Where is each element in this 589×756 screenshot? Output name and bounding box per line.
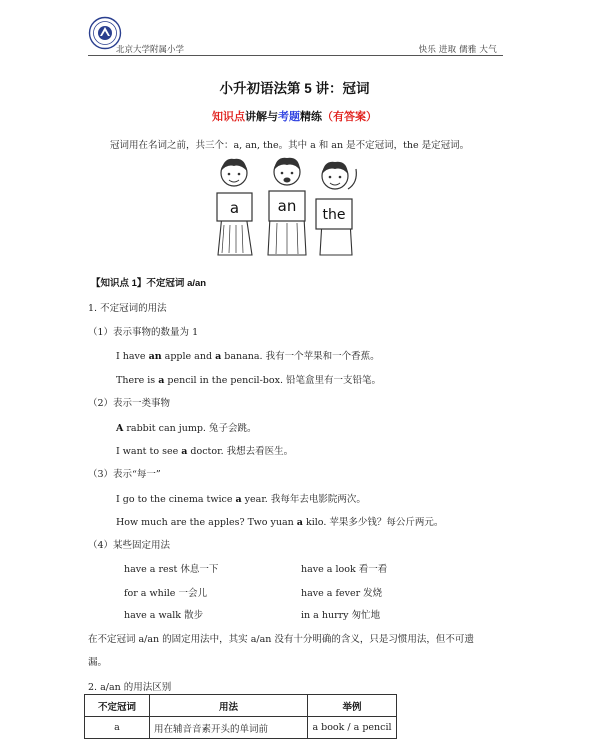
fixed-phrase: in a hurry 匆忙地 — [301, 610, 381, 621]
table-header-row — [85, 695, 397, 717]
knowledge-point-1-heading: 【知识点 1】不定冠词 a/an — [91, 278, 207, 289]
example-text: I want to see — [116, 446, 182, 457]
table-header-cell: 用法 — [150, 695, 308, 717]
subtitle-part: （有答案） — [322, 111, 377, 123]
usage-item-label: （4）某些固定用法 — [88, 540, 171, 551]
card-label-an: an — [277, 197, 297, 215]
usage-item-label: （1）表示事物的数量为 1 — [88, 327, 199, 338]
fixed-phrase: have a look 看一看 — [301, 564, 388, 575]
example-text: year. 我每年去电影院两次。 — [241, 494, 366, 505]
example-text: pencil in the pencil-box. 铅笔盒里有一支铅笔。 — [164, 375, 381, 386]
example-text: I go to the cinema twice — [116, 494, 236, 505]
subtitle-part: 知识点 — [212, 111, 245, 123]
note-paragraph-line: 在不定冠词 a/an 的固定用法中，其实 a/an 没有十分明确的含义，只是习惯用法，但不可遗 — [88, 634, 474, 645]
example-text: kilo. 苹果多少钱？每公斤两元。 — [302, 517, 444, 528]
usage-item-label: （3）表示“每一” — [88, 469, 161, 480]
example-text: banana. 我有一个苹果和一个香蕉。 — [221, 351, 380, 362]
note-paragraph-line: 漏。 — [88, 657, 108, 668]
table-header-cell: 举例 — [308, 695, 397, 717]
example-article: a — [235, 494, 242, 505]
example-article: an — [148, 351, 162, 362]
example-article: a — [181, 446, 188, 457]
usage-item-label: （2）表示一类事物 — [88, 398, 171, 409]
example-text: How much are the apples? Two yuan — [116, 517, 297, 528]
example-article: a — [215, 351, 222, 362]
header-divider — [88, 55, 503, 56]
table-row — [85, 717, 397, 739]
section-heading: 1. 不定冠词的用法 — [88, 303, 167, 314]
example-sentence — [116, 348, 380, 362]
kids-holding-cards-illustration — [212, 155, 362, 262]
example-sentence — [116, 514, 443, 528]
table-header-cell: 不定冠词 — [85, 695, 150, 717]
page-title: 小升初语法第 5 讲：冠词 — [219, 81, 370, 96]
table-cell: a book / a pencil — [308, 717, 397, 739]
fixed-phrase: have a rest 休息一下 — [124, 564, 219, 575]
example-text: I have — [116, 351, 149, 362]
card-label-a: a — [229, 199, 240, 217]
subtitle-part: 精练 — [300, 111, 322, 123]
example-text: apple and — [161, 351, 216, 362]
example-text: rabbit can jump. 兔子会跳。 — [123, 423, 257, 434]
table-cell: a — [85, 717, 150, 739]
usage-difference-table — [84, 694, 397, 739]
intro-paragraph: 冠词用在名词之前，共三个：a, an, the。其中 a 和 an 是不定冠词，the 是定冠词。 — [110, 140, 470, 151]
fixed-phrase: for a while 一会儿 — [124, 588, 207, 599]
page-subtitle — [0, 108, 589, 124]
table-cell: 用在辅音音素开头的单词前 — [150, 717, 308, 739]
page-header — [88, 16, 503, 56]
example-article: A — [116, 423, 124, 434]
school-motto: 快乐 进取 儒雅 大气 — [418, 44, 497, 54]
example-sentence — [116, 443, 293, 457]
subtitle-part: 讲解与 — [245, 111, 278, 123]
example-text: doctor. 我想去看医生。 — [187, 446, 294, 457]
card-label-the: the — [322, 207, 346, 223]
example-article: a — [158, 375, 165, 386]
section-heading: 2. a/an 的用法区别 — [88, 682, 172, 693]
subtitle-part: 考题 — [278, 111, 300, 123]
example-sentence — [116, 372, 381, 386]
example-text: There is — [116, 375, 159, 386]
fixed-phrase: have a walk 散步 — [124, 610, 204, 621]
school-name: 北京大学附属小学 — [116, 44, 185, 54]
example-sentence — [116, 420, 256, 434]
fixed-phrase: have a fever 发烧 — [301, 588, 383, 599]
example-article: a — [296, 517, 303, 528]
example-sentence — [116, 491, 366, 505]
